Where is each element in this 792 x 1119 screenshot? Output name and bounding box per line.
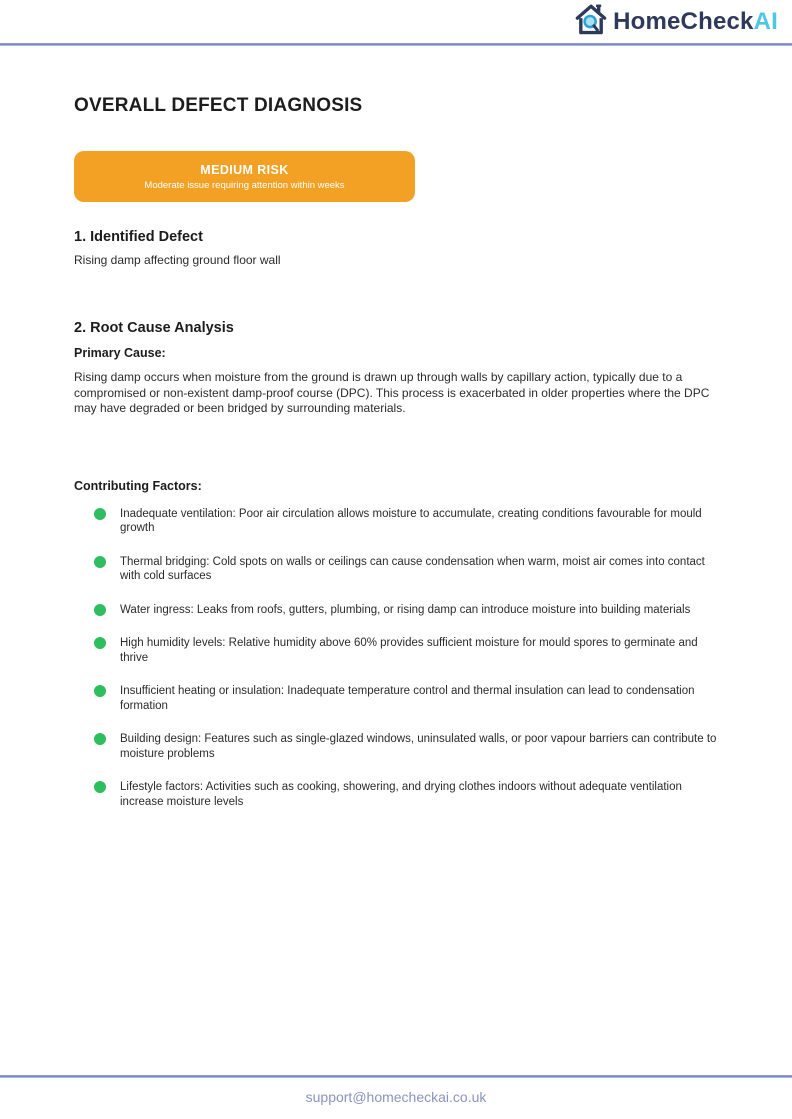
bullet-dot-icon [94, 604, 106, 616]
factor-text: Lifestyle factors: Activities such as cooking, showering, and drying clothes indoors without adequate ventilation increase moisture levels [120, 781, 682, 808]
factor-text: Building design: Features such as single-glazed windows, uninsulated walls, or poor vapour barriers can contribute to moisture problems [120, 733, 717, 760]
factor-text: Insufficient heating or insulation: Inadequate temperature control and thermal insulation can lead to condensation formation [120, 685, 695, 712]
report-content [0, 95, 792, 809]
list-item [74, 732, 720, 761]
bullet-dot-icon [94, 637, 106, 649]
logo-text-main: HomeCheck [613, 7, 754, 35]
risk-description: Moderate issue requiring attention within weeks [144, 179, 345, 191]
section-root-cause [74, 320, 720, 809]
header [0, 0, 792, 43]
logo-text-accent: AI [753, 7, 778, 35]
primary-cause-body: Rising damp occurs when moisture from the ground is drawn up through walls by capillary action, typically due to a compromised or non-existent damp-proof course (DPC). This process is exacerbated in older properties where the DPC may have degraded or been bridged by surrounding materials. [74, 370, 710, 415]
factor-text: Water ingress: Leaks from roofs, gutters, plumbing, or rising damp can introduce moisture into building materials [120, 603, 691, 616]
support-email: support@homecheckai.co.uk [305, 1089, 487, 1105]
bullet-dot-icon [94, 781, 106, 793]
house-magnifier-icon [574, 1, 608, 42]
list-item [74, 684, 720, 713]
logo-text [613, 8, 778, 36]
bullet-dot-icon [94, 508, 106, 520]
logo [574, 1, 778, 42]
list-item [74, 603, 720, 618]
list-item [74, 555, 720, 584]
factor-text: High humidity levels: Relative humidity above 60% provides sufficient moisture for mould spores to germinate and thrive [120, 637, 698, 664]
bullet-dot-icon [94, 556, 106, 568]
factor-text: Inadequate ventilation: Poor air circulation allows moisture to accumulate, creating conditions favourable for mould growth [120, 507, 702, 534]
section-1-body: Rising damp affecting ground floor wall [74, 253, 281, 267]
section-2-heading: 2. Root Cause Analysis [74, 320, 234, 336]
risk-banner [74, 151, 415, 202]
bullet-dot-icon [94, 685, 106, 697]
section-1-heading: 1. Identified Defect [74, 229, 203, 245]
header-divider [0, 43, 792, 46]
footer [0, 1075, 792, 1119]
list-item [74, 780, 720, 809]
list-item [74, 507, 720, 536]
list-item [74, 636, 720, 665]
contributing-factors-list [74, 507, 720, 810]
primary-cause-heading: Primary Cause: [74, 346, 166, 360]
factor-text: Thermal bridging: Cold spots on walls or ceilings can cause condensation when warm, moist air comes into contact with cold surfaces [120, 555, 705, 582]
footer-divider [0, 1075, 792, 1078]
section-identified-defect [74, 229, 720, 267]
contributing-factors-heading: Contributing Factors: [74, 478, 202, 493]
risk-level-label: MEDIUM RISK [200, 162, 289, 177]
page-title: OVERALL DEFECT DIAGNOSIS [74, 95, 363, 116]
bullet-dot-icon [94, 733, 106, 745]
